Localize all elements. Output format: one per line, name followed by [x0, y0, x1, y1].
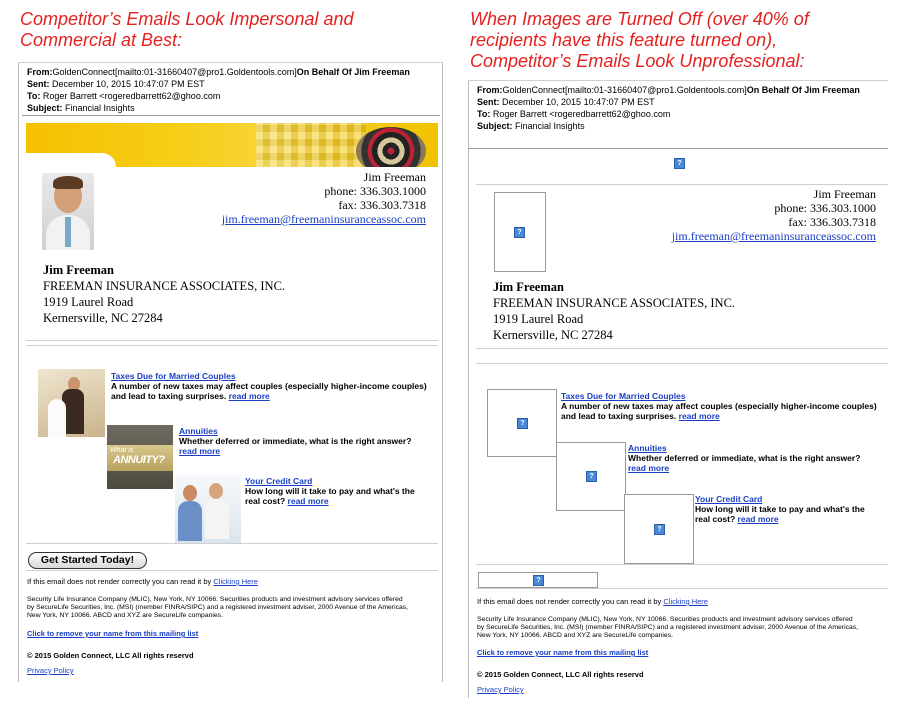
article-taxes-2: Taxes Due for Married Couples A number of new taxes may affect couples (especially higher-income couples) and lead to taxing surprises. read more	[561, 391, 877, 421]
agent-email-link-2[interactable]: jim.freeman@freemaninsuranceassoc.com	[671, 229, 876, 243]
article-taxes-read-more[interactable]: read more	[228, 391, 270, 401]
article-annuities-read-more[interactable]: read more	[179, 446, 221, 456]
left-email-panel	[18, 62, 443, 682]
get-started-button[interactable]: Get Started Today!	[28, 552, 147, 569]
unsubscribe-link-2[interactable]: Click to remove your name from this mailing list	[477, 648, 649, 657]
broken-article-image-2: ?	[556, 442, 626, 511]
broken-photo-placeholder: ?	[494, 192, 546, 272]
article-image-couple	[38, 369, 105, 437]
from-value: GoldenConnect[mailto:01-31660407@pro1.Goldentools.com]	[52, 67, 297, 77]
article-taxes-title[interactable]: Taxes Due for Married Couples	[111, 371, 236, 381]
copyright: © 2015 Golden Connect, LLC All rights reservd	[27, 651, 194, 660]
render-notice: If this email does not render correctly you can read it by Clicking Here	[27, 577, 258, 586]
right-caption: When Images are Turned Off (over 40% of recipients have this feature turned on), Competitor’s Emails Look Unprofessional:	[470, 9, 809, 71]
left-caption: Competitor’s Emails Look Impersonal and Commercial at Best:	[20, 9, 354, 50]
copyright-2: © 2015 Golden Connect, LLC All rights reservd	[477, 670, 644, 679]
broken-article-image-3: ?	[624, 494, 694, 564]
article-credit-card-2: Your Credit Card How long will it take to pay and what's the real cost? read more	[695, 494, 865, 524]
article-credit-card-read-more[interactable]: read more	[287, 496, 329, 506]
email-header-2: From:GoldenConnect[mailto:01-31660407@pro1.Goldentools.com]On Behalf Of Jim Freeman Sent: December 10, 2015 10:47:07 PM EST To: Roger Barrett <rogeredbarrett62@ghoo.com Subject: Financial Insights	[477, 85, 860, 131]
unsubscribe-link[interactable]: Click to remove your name from this mailing list	[27, 629, 199, 638]
agent-email-link[interactable]: jim.freeman@freemaninsuranceassoc.com	[221, 212, 426, 226]
broken-banner-image-icon: ?	[674, 158, 685, 169]
email-header: From:GoldenConnect[mailto:01-31660407@pro1.Goldentools.com]On Behalf Of Jim Freeman Sent: December 10, 2015 10:47:07 PM EST To: Roger Barrett <rogeredbarrett62@ghoo.com Subject: Financial Insights	[27, 67, 410, 113]
right-email-panel	[468, 80, 888, 698]
disclaimer: Security Life Insurance Company (MLIC), New York, NY 10066. Securities products and investment advisory services offered by SecureLife Securities, Inc. (MSI) (member FINRA/SIPC) and a registered investment adviser, 2000 Avenue of the Americas, New York, NY 10066. ABCD and XYZ are SecureLife companies.	[27, 596, 409, 619]
article-credit-card: Your Credit Card How long will it take to pay and what's the real cost? read more	[245, 476, 415, 506]
address-block: Jim Freeman FREEMAN INSURANCE ASSOCIATES, INC. 1919 Laurel Road Kernersville, NC 27284	[43, 263, 286, 325]
disclaimer-2: Security Life Insurance Company (MLIC), New York, NY 10066. Securities products and investment advisory services offered by SecureLife Securities, Inc. (MSI) (member FINRA/SIPC) and a registered investment adviser, 2000 Avenue of the Americas, New York, NY 10066. ABCD and XYZ are SecureLife companies.	[477, 616, 859, 639]
broken-button-placeholder[interactable]: ?	[478, 572, 598, 588]
article-image-annuity: What is ANNUITY?	[107, 425, 173, 489]
broken-article-image-1: ?	[487, 389, 557, 457]
article-image-credit-card	[175, 475, 241, 543]
article-annuities: Annuities Whether deferred or immediate, what is the right answer? read more	[179, 426, 412, 456]
clicking-here-link[interactable]: Clicking Here	[213, 577, 258, 586]
article-credit-card-title[interactable]: Your Credit Card	[245, 476, 313, 486]
render-notice-2: If this email does not render correctly you can read it by Clicking Here	[477, 597, 708, 606]
privacy-policy-link[interactable]: Privacy Policy	[27, 666, 74, 675]
signature-block: Jim Freeman phone: 336.303.1000 fax: 336.303.7318 jim.freeman@freemaninsuranceassoc.com	[221, 170, 426, 226]
article-taxes: Taxes Due for Married Couples A number of new taxes may affect couples (especially higher-income couples) and lead to taxing surprises. read more	[111, 371, 427, 401]
article-annuities-title[interactable]: Annuities	[179, 426, 218, 436]
signature-block-2: Jim Freeman phone: 336.303.1000 fax: 336.303.7318 jim.freeman@freemaninsuranceassoc.com	[671, 187, 876, 243]
privacy-policy-link-2[interactable]: Privacy Policy	[477, 685, 524, 694]
address-block-2: Jim Freeman FREEMAN INSURANCE ASSOCIATES, INC. 1919 Laurel Road Kernersville, NC 27284	[493, 280, 736, 342]
agent-photo	[42, 173, 94, 250]
dartboard-image	[356, 127, 426, 167]
article-annuities-2: Annuities Whether deferred or immediate, what is the right answer? read more	[628, 443, 861, 473]
